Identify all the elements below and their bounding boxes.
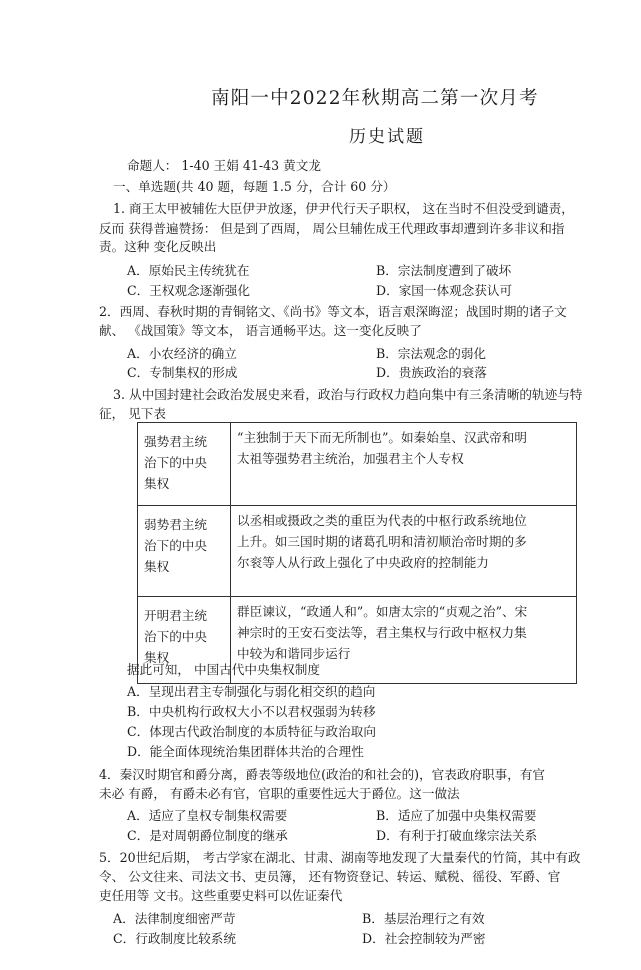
q2-option-a[interactable]: A．小农经济的确立 bbox=[127, 346, 237, 361]
q5-line-3: 吏任用等 文书。这些重要史料可以佐证秦代 bbox=[99, 888, 343, 903]
q4-option-b[interactable]: B．适应了加强中央集权需要 bbox=[376, 808, 537, 823]
q4-line-2: 未必 有爵， 有爵未必有官，官职的重要性远大于爵位。这一做法 bbox=[99, 786, 460, 801]
q2-option-c[interactable]: C．专制集权的形成 bbox=[127, 365, 238, 380]
q4-option-c[interactable]: C．是对周朝爵位制度的继承 bbox=[127, 828, 288, 843]
q1-option-c[interactable]: C．王权观念逐渐强化 bbox=[127, 283, 250, 298]
q3-option-b[interactable]: B．中央机构行政权大小不以君权强弱为转移 bbox=[127, 704, 376, 719]
q5-option-d[interactable]: D．社会控制较为严密 bbox=[362, 931, 486, 946]
table-row-label: 弱势君主统 治下的中央 集权 bbox=[138, 506, 231, 597]
table-row-label: 开明君主统 治下的中央 集权 bbox=[138, 597, 231, 684]
table-row-description: 群臣谏议，“政通人和”。如唐太宗的“贞观之治”、宋 神宗时的王安石变法等，君主集权与行政中枢权力集 中较为和谐同步运行 bbox=[231, 597, 577, 684]
table-row bbox=[138, 423, 577, 506]
table-row-description: “主独制于天下而无所制也”。如秦始皇、汉武帝和明 太祖等强势君主统治，加强君主个人专权 bbox=[231, 423, 577, 506]
q2-option-d[interactable]: D．贵族政治的衰落 bbox=[376, 365, 487, 380]
q4-line-1: 4．秦汉时期官和爵分离，爵表等级地位(政治的和社会的)，官表政府职事，有官 bbox=[99, 767, 546, 782]
q3-line-1: 3. 从中国封建社会政治发展史来看，政治与行政权力趋向集中有三条清晰的轨迹与特 bbox=[113, 387, 583, 402]
q4-option-d[interactable]: D．有利于打破血缘宗法关系 bbox=[376, 828, 538, 843]
q2-line-1: 2．西周、春秋时期的青铜铭文、《尚书》等文本，语言艰深晦涩；战国时期的诸子文 bbox=[99, 304, 567, 319]
table-row-label: 强势君主统 治下的中央 集权 bbox=[138, 423, 231, 506]
q5-option-b[interactable]: B．基层治理行之有效 bbox=[362, 911, 485, 926]
q2-line-2: 献、 《战国策》等文本， 语言通畅平达。这一变化反映了 bbox=[99, 323, 422, 338]
q5-line-1: 5．20世纪后期， 考古学家在湖北、甘肃、湖南等地发现了大量秦代的竹简，其中有政 bbox=[99, 850, 581, 865]
section-heading: 一、单选题(共 40 题，每题 1.5 分，合计 60 分） bbox=[113, 179, 396, 194]
q1-line-1: 1. 商王太甲被辅佐大臣伊尹放逐，伊尹代行天子职权， 这在当时不但没受到谴责， bbox=[113, 201, 574, 216]
q5-option-c[interactable]: C．行政制度比较系统 bbox=[113, 931, 236, 946]
q1-option-a[interactable]: A．原始民主传统犹在 bbox=[127, 263, 250, 278]
q1-option-b[interactable]: B．宗法制度遭到了破坏 bbox=[376, 263, 512, 278]
q3-after-table: 据此可知， 中国古代中央集权制度 bbox=[127, 662, 320, 677]
q3-option-d[interactable]: D．能全面体现统治集团群体共治的合理性 bbox=[127, 744, 364, 759]
exam-title: 南阳一中2022年秋期高二第一次月考 bbox=[211, 88, 539, 109]
q3-table bbox=[137, 422, 577, 684]
q3-option-a[interactable]: A．呈现出君主专制强化与弱化相交织的趋向 bbox=[127, 684, 376, 699]
q1-option-d[interactable]: D．家国一体观念获认可 bbox=[376, 283, 513, 298]
q1-line-2: 反而 获得普遍赞扬： 但是到了西周， 周公旦辅佐成王代理政事却遭到许多非议和指 bbox=[99, 221, 565, 236]
q5-line-2: 令、 公文往来、司法文书、吏员簿， 还有物资登记、转运、赋税、徭役、军爵、官 bbox=[99, 869, 561, 884]
q5-option-a[interactable]: A．法律制度细密严苛 bbox=[113, 911, 236, 926]
q1-line-3: 责。这种 变化反映出 bbox=[99, 239, 217, 254]
exam-subtitle: 历史试题 bbox=[349, 127, 425, 147]
table-row-description: 以丞相或摄政之类的重臣为代表的中枢行政系统地位 上升。如三国时期的诸葛孔明和清初顺治帝时期的多 尔衮等人从行政上强化了中央政府的控制能力 bbox=[231, 506, 577, 597]
q3-option-c[interactable]: C．体现古代政治制度的本质特征与政治取向 bbox=[127, 724, 376, 739]
q2-option-b[interactable]: B．宗法观念的弱化 bbox=[376, 346, 487, 361]
q4-option-a[interactable]: A．适应了皇权专制集权需要 bbox=[127, 808, 288, 823]
table-row bbox=[138, 506, 577, 597]
q3-line-2: 征， 见下表 bbox=[99, 406, 166, 421]
authors-line: 命题人： 1-40 王娟 41-43 黄文龙 bbox=[127, 158, 321, 173]
